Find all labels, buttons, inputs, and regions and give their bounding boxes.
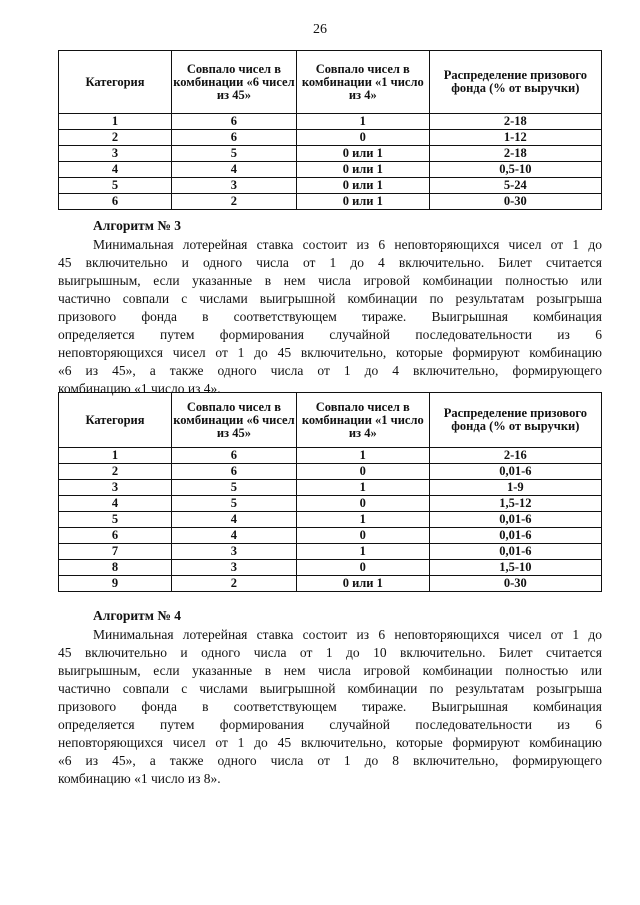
table-row	[59, 194, 602, 210]
cell-prize: 1-9	[429, 480, 601, 496]
cell-category: 3	[59, 146, 172, 162]
table-row	[59, 544, 602, 560]
cell-matched-one: 1	[296, 544, 429, 560]
cell-matched-six: 2	[171, 194, 296, 210]
paragraph-line: неповторяющихся чисел от 1 до 45 включительно, которые формируют комбинацию	[58, 735, 602, 750]
paragraph-line: 45 включительно и одного числа от 1 до 10 включительно. Билет считается	[58, 645, 602, 660]
header-matched-six: Совпало чисел в комбинации «6 чисел из 45»	[171, 393, 296, 448]
paragraph-line: выигрышным, если указанные в нем числа игровой комбинации полностью или	[58, 663, 602, 678]
paragraph-line: комбинацию «1 число из 8».	[58, 771, 221, 786]
cell-matched-six: 4	[171, 162, 296, 178]
cell-prize: 2-18	[429, 146, 601, 162]
cell-category: 8	[59, 560, 172, 576]
cell-matched-one: 0 или 1	[296, 178, 429, 194]
table-row	[59, 480, 602, 496]
cell-matched-one: 0 или 1	[296, 146, 429, 162]
table-row	[59, 560, 602, 576]
prize-table-1	[58, 50, 602, 210]
algorithm-4-paragraph	[58, 626, 602, 788]
paragraph-line: комбинацию «1 число из 4».	[58, 381, 221, 396]
prize-table-2	[58, 392, 602, 592]
header-category: Категория	[59, 393, 172, 448]
paragraph-line: частично совпали с числами выигрышной комбинации по результатам розыгрыша	[58, 291, 602, 306]
cell-matched-six: 4	[171, 528, 296, 544]
paragraph-line: «6 из 45», а также одного числа от 1 до 4 включительно, формирующего	[58, 363, 602, 378]
paragraph-line: Минимальная лотерейная ставка состоит из 6 неповторяющихся чисел от 1 до	[93, 237, 602, 252]
cell-matched-six: 6	[171, 114, 296, 130]
cell-category: 6	[59, 194, 172, 210]
cell-category: 5	[59, 178, 172, 194]
table-row	[59, 146, 602, 162]
cell-category: 3	[59, 480, 172, 496]
cell-prize: 1,5-10	[429, 560, 601, 576]
paragraph-line: «6 из 45», а также одного числа от 1 до 8 включительно, формирующего	[58, 753, 602, 768]
cell-matched-one: 0	[296, 560, 429, 576]
paragraph-line: 45 включительно и одного числа от 1 до 4 включительно. Билет считается	[58, 255, 602, 270]
table-header-row	[59, 51, 602, 114]
cell-matched-six: 5	[171, 146, 296, 162]
cell-category: 6	[59, 528, 172, 544]
header-prize-distribution: Распределение призового фонда (% от выручки)	[429, 51, 601, 114]
cell-category: 2	[59, 464, 172, 480]
cell-matched-six: 3	[171, 544, 296, 560]
paragraph-line: призового фонда в соответствующем тираже. Выигрышная комбинация	[58, 699, 602, 714]
cell-matched-one: 1	[296, 480, 429, 496]
table-row	[59, 512, 602, 528]
cell-matched-six: 6	[171, 130, 296, 146]
cell-prize: 0,01-6	[429, 528, 601, 544]
cell-prize: 5-24	[429, 178, 601, 194]
cell-matched-one: 0	[296, 496, 429, 512]
cell-matched-one: 0 или 1	[296, 194, 429, 210]
table-row	[59, 448, 602, 464]
cell-matched-one: 0 или 1	[296, 576, 429, 592]
cell-matched-six: 6	[171, 464, 296, 480]
cell-matched-one: 1	[296, 512, 429, 528]
cell-matched-six: 3	[171, 560, 296, 576]
cell-matched-six: 2	[171, 576, 296, 592]
cell-prize: 0,01-6	[429, 512, 601, 528]
cell-matched-six: 4	[171, 512, 296, 528]
cell-category: 4	[59, 162, 172, 178]
table-row	[59, 576, 602, 592]
cell-category: 5	[59, 512, 172, 528]
cell-matched-six: 5	[171, 496, 296, 512]
cell-category: 7	[59, 544, 172, 560]
cell-category: 1	[59, 114, 172, 130]
cell-matched-six: 5	[171, 480, 296, 496]
cell-category: 9	[59, 576, 172, 592]
algorithm-3-paragraph	[58, 236, 602, 398]
paragraph-line: выигрышным, если указанные в нем числа игровой комбинации полностью или	[58, 273, 602, 288]
table-row	[59, 496, 602, 512]
cell-prize: 0,5-10	[429, 162, 601, 178]
paragraph-line: частично совпали с числами выигрышной комбинации по результатам розыгрыша	[58, 681, 602, 696]
paragraph-line: определяется путем формирования случайной последовательности из 6	[58, 717, 602, 732]
paragraph-line: Минимальная лотерейная ставка состоит из 6 неповторяющихся чисел от 1 до	[93, 627, 602, 642]
table-row	[59, 114, 602, 130]
cell-category: 2	[59, 130, 172, 146]
table-row	[59, 130, 602, 146]
cell-matched-six: 6	[171, 448, 296, 464]
cell-matched-six: 3	[171, 178, 296, 194]
table-row	[59, 162, 602, 178]
cell-matched-one: 0	[296, 130, 429, 146]
cell-prize: 2-16	[429, 448, 601, 464]
paragraph-line: определяется путем формирования случайной последовательности из 6	[58, 327, 602, 342]
cell-matched-one: 0	[296, 528, 429, 544]
header-prize-distribution: Распределение призового фонда (% от выручки)	[429, 393, 601, 448]
cell-matched-one: 1	[296, 114, 429, 130]
cell-category: 4	[59, 496, 172, 512]
table-row	[59, 528, 602, 544]
header-matched-one: Совпало чисел в комбинации «1 число из 4»	[296, 393, 429, 448]
algorithm-4-title: Алгоритм № 4	[93, 608, 182, 623]
cell-prize: 0-30	[429, 194, 601, 210]
cell-prize: 0,01-6	[429, 544, 601, 560]
cell-matched-one: 0 или 1	[296, 162, 429, 178]
table-row	[59, 178, 602, 194]
cell-matched-one: 0	[296, 464, 429, 480]
cell-prize: 1,5-12	[429, 496, 601, 512]
header-matched-one: Совпало чисел в комбинации «1 число из 4»	[296, 51, 429, 114]
cell-category: 1	[59, 448, 172, 464]
cell-prize: 0-30	[429, 576, 601, 592]
algorithm-3-title: Алгоритм № 3	[93, 218, 182, 233]
cell-prize: 1-12	[429, 130, 601, 146]
paragraph-line: неповторяющихся чисел от 1 до 45 включительно, которые формируют комбинацию	[58, 345, 602, 360]
cell-matched-one: 1	[296, 448, 429, 464]
page-number: 26	[313, 22, 327, 37]
header-category: Категория	[59, 51, 172, 114]
paragraph-line: призового фонда в соответствующем тираже. Выигрышная комбинация	[58, 309, 602, 324]
table-row	[59, 464, 602, 480]
cell-prize: 2-18	[429, 114, 601, 130]
table-header-row	[59, 393, 602, 448]
cell-prize: 0,01-6	[429, 464, 601, 480]
header-matched-six: Совпало чисел в комбинации «6 чисел из 45»	[171, 51, 296, 114]
